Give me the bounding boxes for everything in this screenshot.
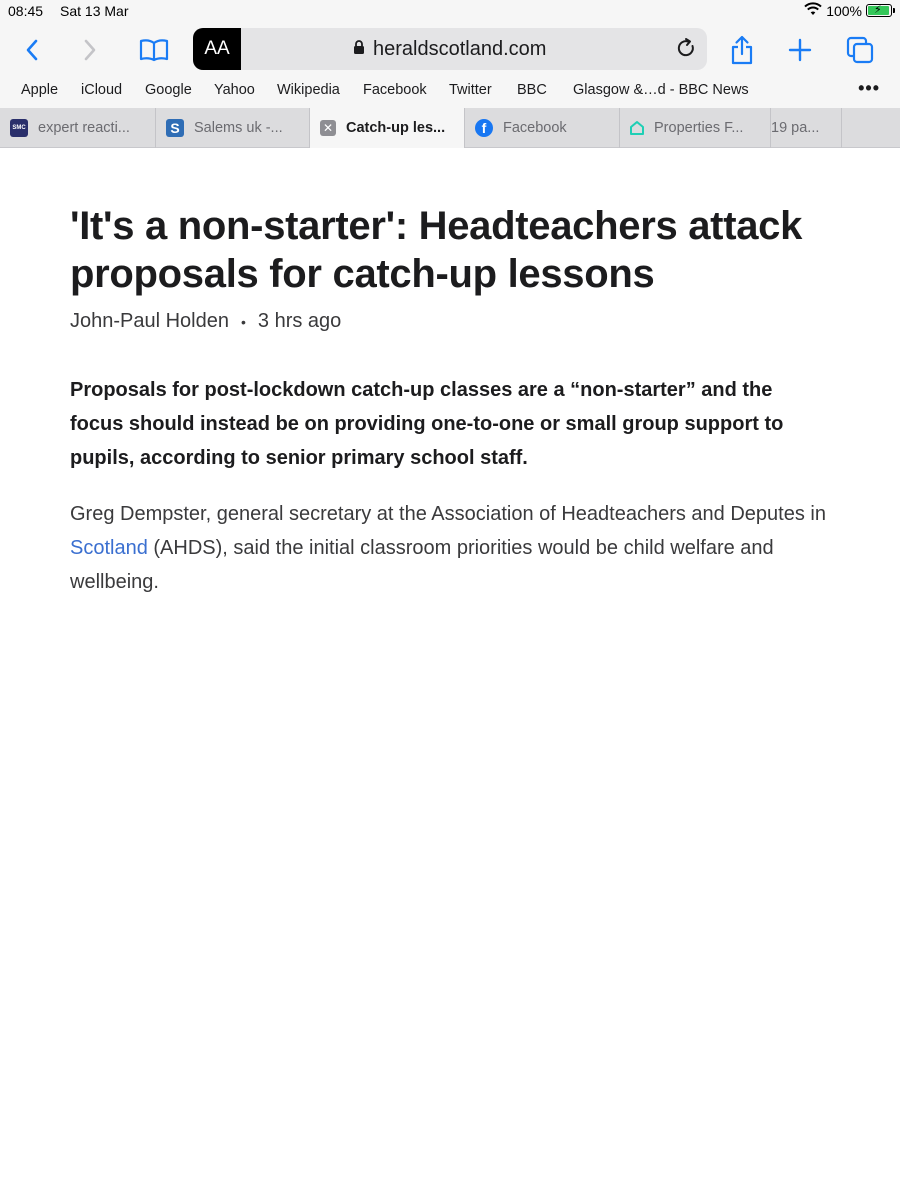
favorite-item[interactable]: Wikipedia — [277, 82, 340, 98]
battery-icon — [866, 4, 892, 17]
scotland-link[interactable]: Scotland — [70, 537, 148, 559]
favorite-item[interactable]: Yahoo — [214, 82, 255, 98]
tab-properties[interactable] — [620, 108, 771, 148]
tab-expert-reaction[interactable] — [0, 108, 156, 148]
tab-label: Facebook — [503, 120, 567, 136]
tab-label: Catch-up les... — [346, 120, 446, 136]
close-icon[interactable]: ✕ — [320, 120, 336, 136]
battery-percent: 100% — [826, 2, 862, 19]
charging-icon: ⚡ — [874, 4, 882, 16]
article-lead: Proposals for post-lockdown catch-up classes are a “non-starter” and the focus should instead be on providing one-to-one or small group support to pupils, according to senior primary school staff. — [70, 379, 784, 469]
article — [70, 150, 830, 599]
lock-icon — [353, 38, 365, 61]
publish-time: 3 hrs ago — [257, 310, 342, 332]
tab-salems[interactable] — [156, 108, 310, 148]
url-display[interactable] — [353, 38, 546, 61]
tab-label: Properties F... — [654, 120, 744, 136]
tab-facebook[interactable] — [465, 108, 620, 148]
reader-button[interactable] — [193, 28, 241, 70]
favorite-item[interactable]: Facebook — [363, 82, 427, 98]
tab-label: 19 pa... — [771, 120, 820, 136]
favorite-item[interactable]: Google — [145, 82, 192, 98]
favorite-item[interactable]: Twitter — [449, 82, 492, 98]
reload-icon[interactable] — [675, 37, 697, 64]
plus-icon[interactable] — [784, 34, 816, 66]
favorites-bar — [0, 76, 900, 108]
tab-label: Salems uk -... — [194, 120, 283, 136]
book-icon[interactable] — [138, 34, 170, 66]
tab-19-pa[interactable] — [771, 108, 842, 148]
share-icon[interactable] — [726, 34, 758, 66]
house-icon — [628, 119, 646, 137]
address-bar[interactable] — [193, 28, 707, 70]
tabs-icon[interactable] — [844, 34, 876, 66]
wifi-icon — [804, 2, 822, 19]
tab-bar — [0, 108, 900, 148]
tab-label: expert reacti... — [38, 120, 130, 136]
status-date: Sat 13 Mar — [60, 3, 129, 19]
url-text: heraldscotland.com — [373, 38, 547, 60]
paragraph-text: (AHDS), said the initial classroom priorities would be child welfare and wellbeing. — [70, 537, 774, 593]
favorite-item[interactable]: Glasgow &…d - BBC News — [573, 82, 749, 98]
article-paragraph — [70, 497, 830, 599]
chevron-left-icon[interactable] — [16, 34, 48, 66]
status-time: 08:45 — [8, 3, 44, 19]
byline-separator: • — [241, 313, 246, 330]
facebook-icon: f — [475, 119, 493, 137]
byline — [70, 310, 830, 333]
paragraph-text: Greg Dempster, general secretary at the Association of Headteachers and Deputes in — [70, 503, 826, 525]
chevron-right-icon[interactable] — [74, 34, 106, 66]
reader-label: AA — [204, 38, 230, 59]
s-icon: S — [166, 119, 184, 137]
smc-icon: SMC — [10, 119, 28, 137]
favorite-item[interactable]: iCloud — [81, 82, 123, 98]
author: John-Paul Holden — [70, 310, 229, 332]
tab-catch-up[interactable] — [310, 108, 465, 148]
favorite-item[interactable]: BBC — [517, 82, 547, 98]
more-icon[interactable]: ••• — [858, 78, 880, 98]
status-bar — [0, 0, 900, 24]
browser-toolbar — [0, 24, 900, 76]
status-indicators — [804, 2, 892, 19]
favorite-item[interactable]: Apple — [21, 82, 59, 98]
article-headline: 'It's a non-starter': Headteachers attack proposals for catch-up lessons — [70, 204, 803, 296]
